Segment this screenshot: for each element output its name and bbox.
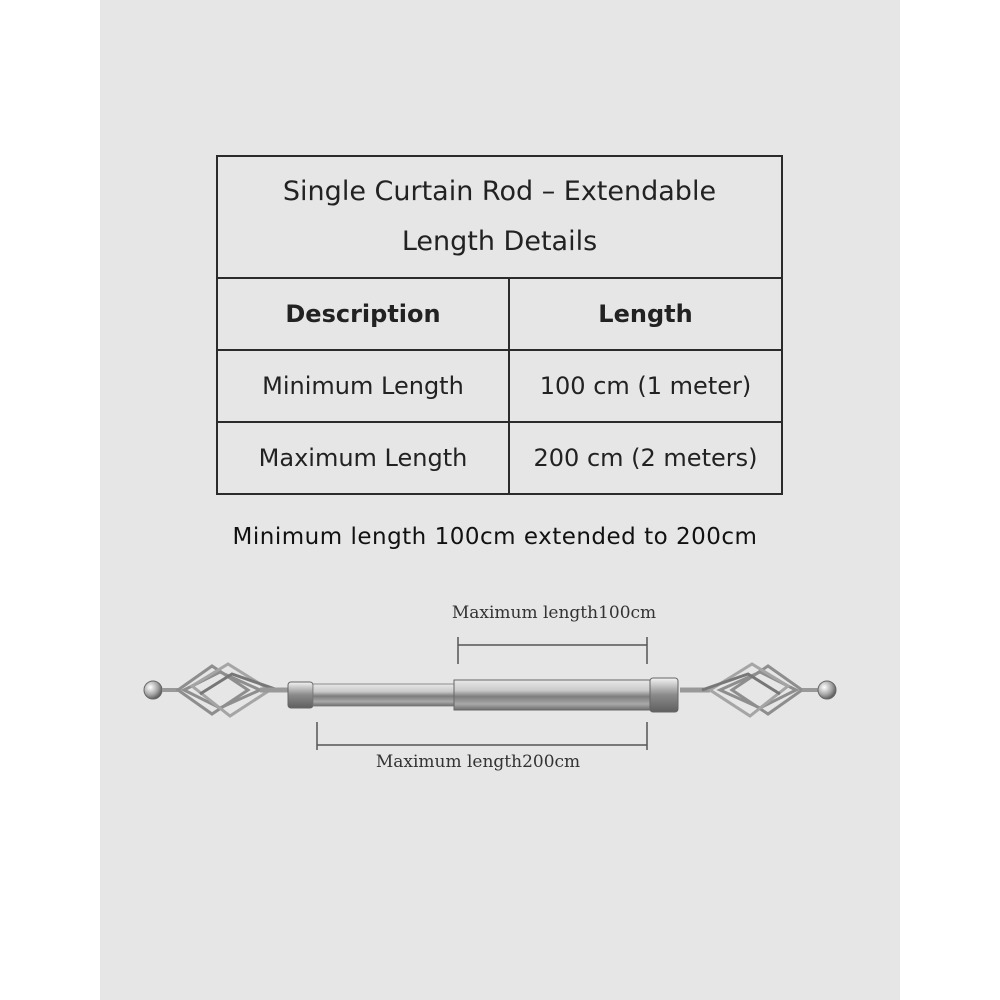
right-end-cap [650, 678, 678, 712]
extension-caption: Minimum length 100cm extended to 200cm [232, 524, 758, 550]
row-minimum-length: 100 cm (1 meter) [509, 350, 782, 422]
upper-dimension-marker [458, 637, 647, 664]
lower-dimension-marker [317, 722, 647, 750]
left-finial [144, 664, 290, 716]
upper-dimension-label: Maximum length100cm [451, 603, 657, 623]
table-title-line-1: Single Curtain Rod – Extendable [282, 176, 717, 207]
table-title-line-2: Length Details [401, 226, 598, 257]
row-maximum-description: Maximum Length [217, 422, 509, 494]
curtain-rod-illustration [120, 590, 860, 790]
table-row [217, 422, 782, 494]
length-details-table [216, 155, 783, 495]
table-title-row [217, 156, 782, 278]
lower-dimension-label: Maximum length200cm [375, 752, 581, 772]
outer-tube [454, 680, 650, 710]
table-title [217, 156, 782, 278]
header-length: Length [509, 278, 782, 350]
right-finial [680, 664, 836, 716]
row-minimum-description: Minimum Length [217, 350, 509, 422]
left-end-cap [288, 682, 313, 708]
table-row [217, 350, 782, 422]
row-maximum-length: 200 cm (2 meters) [509, 422, 782, 494]
background-panel [100, 0, 900, 1000]
table-header-row [217, 278, 782, 350]
header-description: Description [217, 278, 509, 350]
inner-tube [313, 684, 458, 706]
rod-body [288, 678, 678, 712]
